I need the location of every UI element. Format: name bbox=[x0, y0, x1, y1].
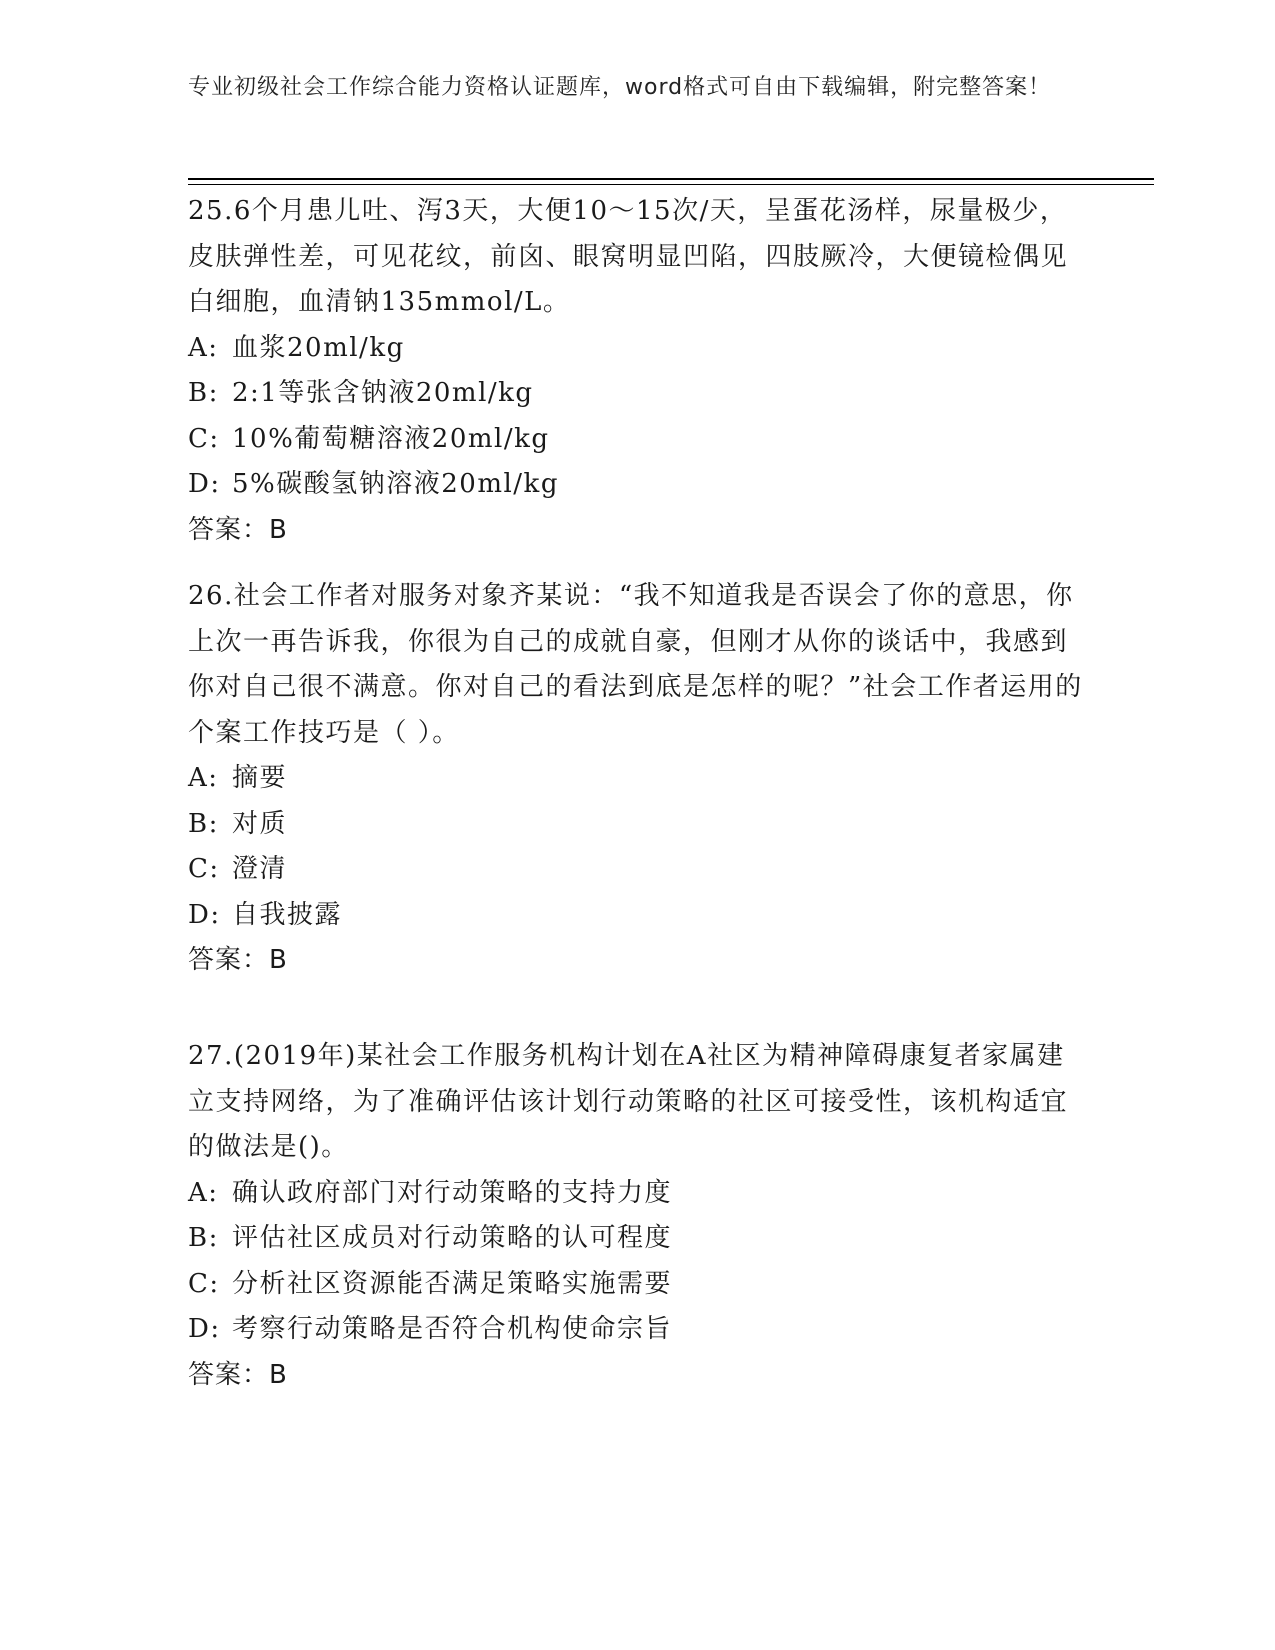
option-text: 2:1等张含钠液20ml/kg bbox=[232, 378, 534, 408]
question-27 bbox=[188, 1034, 1088, 1398]
option-text: 摘要 bbox=[232, 763, 288, 793]
header-rule-thin bbox=[188, 184, 1154, 185]
option-c bbox=[188, 847, 1088, 893]
option-b bbox=[188, 1216, 1088, 1262]
option-c bbox=[188, 417, 1088, 463]
option-text: 血浆20ml/kg bbox=[232, 332, 405, 363]
option-letter: A: bbox=[188, 332, 219, 363]
option-text: 澄清 bbox=[232, 854, 288, 884]
option-c bbox=[188, 1262, 1088, 1308]
option-letter: D: bbox=[188, 899, 221, 930]
question-stem: 26.社会工作者对服务对象齐某说：“我不知道我是否误会了你的意思，你上次一再告诉我，你很为自己的成就自豪，但刚才从你的谈话中，我感到你对自己很不满意。你对自己的看法到底是怎样的呢？”社会工作者运用的个案工作技巧是（ ）。 bbox=[188, 581, 1083, 748]
option-letter: B: bbox=[188, 378, 219, 408]
option-b bbox=[188, 802, 1088, 848]
option-letter: D: bbox=[188, 469, 221, 499]
question-stem: 27.(2019年)某社会工作服务机构计划在A社区为精神障碍康复者家属建立支持网络，为了准确评估该计划行动策略的社区可接受性，该机构适宜的做法是()。 bbox=[188, 1041, 1069, 1162]
option-text: 自我披露 bbox=[232, 899, 343, 930]
option-a bbox=[188, 1171, 1088, 1217]
option-text: 对质 bbox=[232, 808, 288, 839]
option-letter: C: bbox=[188, 423, 220, 454]
option-b bbox=[188, 371, 1088, 417]
option-a bbox=[188, 326, 1088, 372]
option-d bbox=[188, 1307, 1088, 1353]
question-26 bbox=[188, 574, 1088, 984]
header-rule-thick bbox=[188, 178, 1154, 180]
option-text: 10%葡萄糖溶液20ml/kg bbox=[232, 423, 550, 454]
answer: 答案：B bbox=[188, 514, 288, 545]
option-d bbox=[188, 893, 1088, 939]
answer: 答案：B bbox=[188, 1359, 288, 1390]
option-letter: C: bbox=[188, 854, 220, 884]
option-letter: B: bbox=[188, 1223, 219, 1253]
option-letter: C: bbox=[188, 1268, 220, 1299]
option-d bbox=[188, 462, 1088, 508]
option-text: 考察行动策略是否符合机构使命宗旨 bbox=[232, 1314, 673, 1344]
document-header: 专业初级社会工作综合能力资格认证题库，word格式可自由下载编辑，附完整答案！ bbox=[188, 75, 1052, 100]
question-25 bbox=[188, 189, 1088, 553]
option-text: 确认政府部门对行动策略的支持力度 bbox=[232, 1177, 673, 1208]
option-text: 分析社区资源能否满足策略实施需要 bbox=[232, 1268, 673, 1299]
answer: 答案：B bbox=[188, 945, 288, 975]
option-letter: A: bbox=[188, 1177, 219, 1208]
question-stem: 25.6个月患儿吐、泻3天，大便10～15次/天，呈蛋花汤样，尿量极少，皮肤弹性差，可见花纹，前囟、眼窝明显凹陷，四肢厥冷，大便镜检偶见白细胞，血清钠135mmol/L。 bbox=[188, 196, 1069, 317]
option-letter: B: bbox=[188, 808, 219, 839]
option-text: 5%碳酸氢钠溶液20ml/kg bbox=[232, 469, 559, 499]
option-letter: A: bbox=[188, 763, 219, 793]
option-text: 评估社区成员对行动策略的认可程度 bbox=[232, 1223, 673, 1253]
option-a bbox=[188, 756, 1088, 802]
option-letter: D: bbox=[188, 1314, 221, 1344]
